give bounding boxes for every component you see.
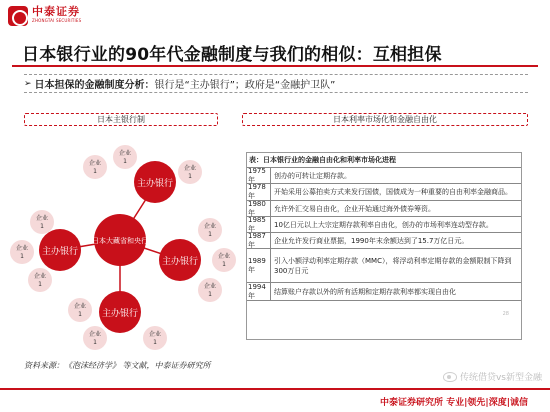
weibo-icon — [443, 372, 457, 382]
svg-text:企业: 企业 — [88, 331, 102, 338]
company-node — [83, 155, 107, 179]
svg-text:主办银行: 主办银行 — [41, 247, 79, 257]
row-year: 1987年 — [247, 233, 271, 248]
subtitle-lead: 日本担保的金融制度分析： — [34, 80, 155, 91]
svg-text:企业: 企业 — [15, 245, 29, 252]
svg-text:1: 1 — [93, 168, 97, 175]
svg-text:企业: 企业 — [35, 215, 49, 222]
svg-text:1: 1 — [208, 291, 212, 298]
svg-text:1: 1 — [20, 253, 24, 260]
row-desc: 引入小额浮动利率定期存款（MMC），将浮动利率定期存款的金额限制下降到300万日元 — [274, 256, 512, 275]
arrow-icon: ➢ — [24, 78, 32, 89]
svg-text:1: 1 — [208, 231, 212, 238]
weibo-text: 传统借贷vs新型金融 — [459, 373, 542, 383]
row-desc: 企业允许发行商业票据，1990年末余额达到了15.7万亿日元。 — [274, 236, 469, 245]
company-logo — [8, 6, 81, 26]
svg-text:1: 1 — [40, 223, 44, 230]
table-row — [247, 217, 521, 233]
svg-text:主办银行: 主办银行 — [101, 309, 139, 319]
table-row — [247, 283, 521, 301]
row-desc: 创办的可转让定期存款。 — [274, 171, 351, 180]
company-node — [212, 248, 236, 272]
main-bank-node-right — [159, 239, 201, 281]
svg-text:企业: 企业 — [217, 253, 231, 260]
svg-text:1: 1 — [123, 158, 127, 165]
logo-name-en: ZHONGTAI SECURITIES — [32, 18, 82, 23]
company-node — [28, 268, 52, 292]
row-desc: 10亿日元以上大宗定期存款利率自由化，创办的市场利率连动型存款。 — [274, 220, 493, 229]
svg-text:企业: 企业 — [203, 283, 217, 290]
svg-text:企业: 企业 — [148, 331, 162, 338]
title-divider — [12, 65, 538, 67]
table-row — [247, 168, 521, 184]
row-year: 1975年 — [247, 168, 271, 183]
svg-text:企业: 企业 — [118, 150, 132, 157]
table-row — [247, 201, 521, 217]
company-node — [68, 298, 92, 322]
footer-text: 中泰证券研究所 专业|领先|深度|诚信 — [380, 398, 528, 408]
page-mark: 28 — [502, 311, 509, 317]
left-panel-title: 日本主银行制 — [24, 113, 218, 126]
page-title: 日本银行业的90年代金融制度与我们的相似：互相担保 — [22, 45, 442, 65]
company-node — [113, 145, 137, 169]
company-node — [30, 210, 54, 234]
central-node-label: 日本大藏省和央行 — [92, 237, 148, 245]
row-year: 1980年 — [247, 201, 271, 216]
row-desc: 允许外汇交易自由化，企业开始通过海外债券筹资。 — [274, 204, 435, 213]
footer-divider — [0, 388, 550, 390]
footer — [0, 388, 550, 412]
svg-text:企业: 企业 — [33, 273, 47, 280]
liberalization-table — [246, 152, 522, 340]
right-panel-title: 日本利率市场化和金融自由化 — [242, 113, 528, 126]
svg-text:企业: 企业 — [88, 160, 102, 167]
row-year: 1978年 — [247, 184, 271, 200]
table-row — [247, 249, 521, 283]
company-node — [10, 240, 34, 264]
svg-text:1: 1 — [188, 173, 192, 180]
svg-text:1: 1 — [38, 281, 42, 288]
main-bank-node-top — [134, 161, 176, 203]
table-row — [247, 233, 521, 249]
svg-text:1: 1 — [78, 311, 82, 318]
row-desc: 结算账户存款以外的所有活期和定期存款利率都实现自由化 — [274, 287, 456, 296]
svg-text:企业: 企业 — [203, 223, 217, 230]
svg-text:主办银行: 主办银行 — [136, 179, 174, 189]
company-node — [143, 326, 167, 350]
weibo-watermark — [443, 370, 542, 383]
header — [0, 0, 550, 34]
logo-icon — [8, 6, 28, 26]
row-year: 1985年 — [247, 217, 271, 232]
main-bank-node-bottom — [99, 291, 141, 333]
company-node — [198, 278, 222, 302]
subtitle-box — [24, 74, 528, 93]
company-node — [198, 218, 222, 242]
row-desc: 开始采用公募拍卖方式来发行国债，国债成为一种重要的自由利率金融商品。 — [274, 188, 512, 196]
table-row — [247, 184, 521, 201]
row-year: 1989年 — [247, 249, 271, 282]
svg-text:1: 1 — [93, 339, 97, 346]
company-node — [178, 160, 202, 184]
logo-name-cn: 中泰证券 — [32, 5, 80, 18]
svg-text:1: 1 — [153, 339, 157, 346]
svg-text:企业: 企业 — [73, 303, 87, 310]
svg-text:主办银行: 主办银行 — [161, 257, 199, 267]
source-note: 资料来源：《泡沫经济学》 等文献，中泰证券研究所 — [24, 361, 211, 370]
svg-text:企业: 企业 — [183, 165, 197, 172]
main-bank-node-left — [39, 229, 81, 271]
subtitle-text: 银行是“主办银行”；政府是“金融护卫队” — [154, 80, 336, 91]
row-year: 1994年 — [247, 283, 271, 300]
company-node — [83, 326, 107, 350]
table-title: 表：日本银行业的金融自由化和利率市场化进程 — [247, 153, 521, 168]
main-bank-diagram — [0, 130, 240, 360]
central-node — [92, 214, 148, 266]
svg-text:1: 1 — [222, 261, 226, 268]
